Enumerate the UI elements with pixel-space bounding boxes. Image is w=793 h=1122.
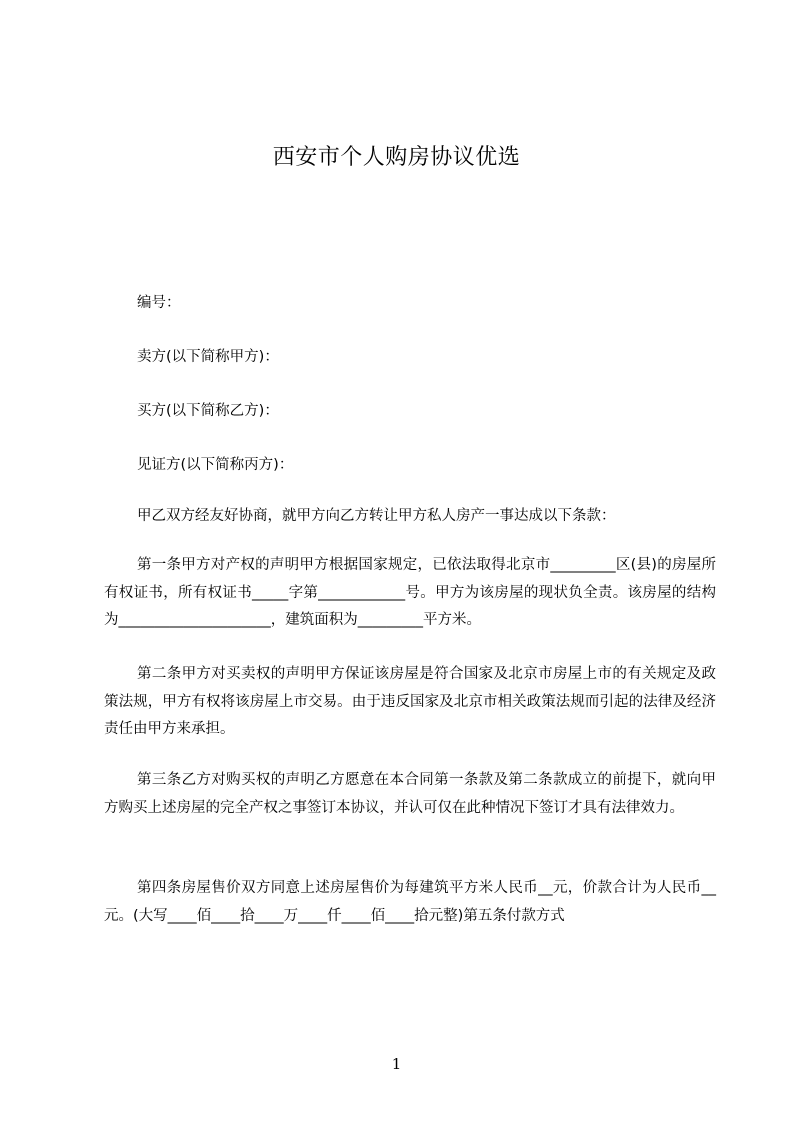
article-3: 第三条乙方对购买权的声明乙方愿意在本合同第一条款及第二条款成立的前提下，就向甲方购买上述房屋的完全产权之事签订本协议，并认可仅在此种情况下签订才具有法律效力。 [104, 772, 716, 816]
witness-field: 见证方(以下简称丙方)： [137, 457, 294, 473]
buyer-field: 买方(以下简称乙方)： [137, 403, 279, 419]
intro-paragraph: 甲乙双方经友好协商，就甲方向乙方转让甲方私人房产一事达成以下条款： [137, 508, 616, 524]
article-4: 第四条房屋售价双方同意上述房屋售价为每建筑平方米人民币__元，价款合计为人民币__元。(大写____佰____拾____万____仟____佰____拾元整)第五条付款方式 [104, 880, 716, 924]
article-2: 第二条甲方对买卖权的声明甲方保证该房屋是符合国家及北京市房屋上市的有关规定及政策法规，甲方有权将该房屋上市交易。由于违反国家及北京市相关政策法规而引起的法律及经济责任由甲方来承担。 [104, 666, 716, 737]
article-1: 第一条甲方对产权的声明甲方根据国家规定，已依法取得北京市_________区(县)的房屋所有权证书，所有权证书_____字第____________号。甲方为该房屋的现状负全责。该房屋的结构为_____________________，建筑面积为_________平方米。 [104, 557, 716, 628]
page-number: 1 [391, 1055, 402, 1073]
document-title: 西安市个人购房协议优选 [272, 145, 521, 170]
seller-field: 卖方(以下简称甲方)： [137, 349, 279, 365]
number-field: 编号： [137, 295, 181, 311]
